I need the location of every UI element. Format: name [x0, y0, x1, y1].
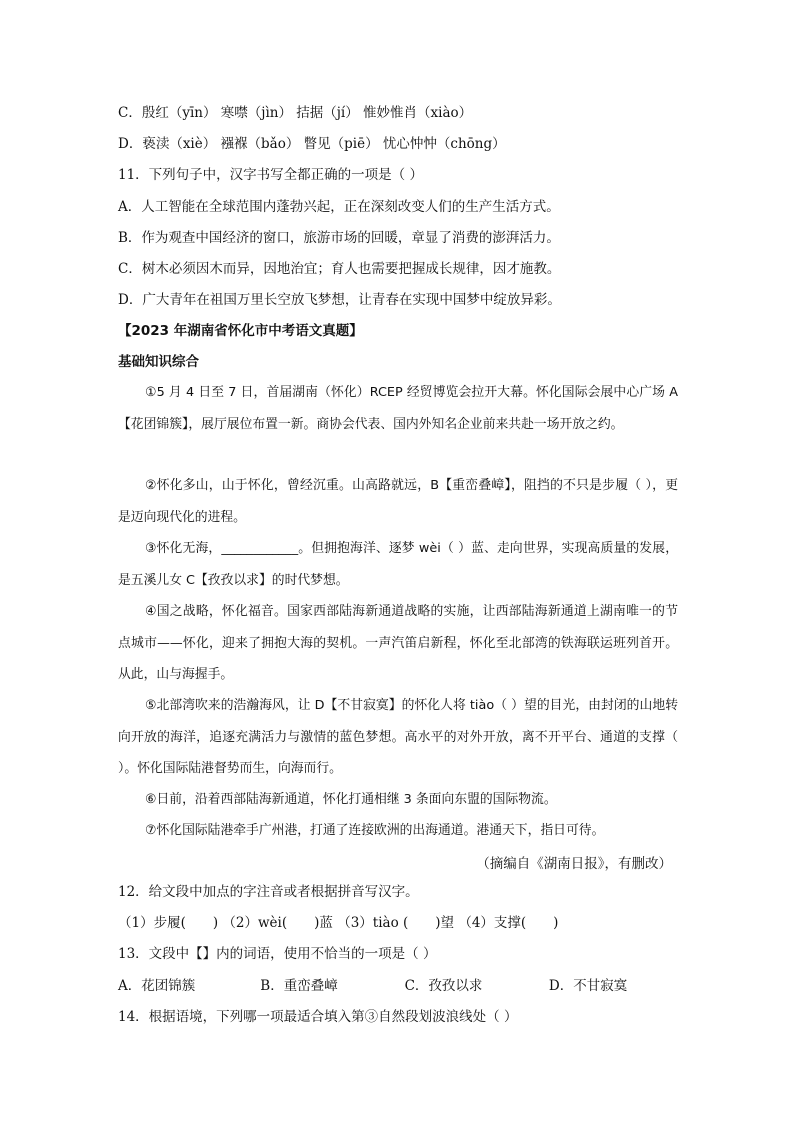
q13-option-c: C．孜孜以求: [404, 978, 483, 994]
subsection-title: 基础知识综合: [118, 354, 199, 370]
q11-option-c: C．树木必须因木而异，因地治宜；育人也需要把握成长规律，因才施教。: [118, 261, 561, 277]
q13-option-d: D．不甘寂寞: [548, 978, 628, 994]
passage-paragraph-4: ④国之战略，怀化福音。国家西部陆海新通道战略的实施，让西部陆海新通道上湖南唯一的节点城市——怀化，迎来了拥抱大海的契机。一声汽笛启新程，怀化至北部湾的铁海联运班列首开。从此，山与海握手。: [118, 604, 678, 682]
passage-source: （摘编自《湖南日报》，有删改）: [476, 856, 672, 872]
q13-options: [118, 977, 676, 995]
q12-items: （1）步履( ) （2）wèi( )蓝 （3）tiào ( )望 （4）支撑( ): [118, 915, 559, 931]
passage-paragraph-3: ③怀化无海，____________。但拥抱海洋、逐梦 wèi（ ）蓝、走向世界，实现高质量的发展，是五溪儿女 C【孜孜以求】的时代梦想。: [118, 541, 678, 588]
q13-option-b: B．重峦叠嶂: [260, 978, 338, 994]
passage-paragraph-2: ②怀化多山，山于怀化，曾经沉重。山高路就远，B【重峦叠嶂】，阻挡的不只是步履（ ），更是迈向现代化的进程。: [118, 478, 678, 525]
q13-stem: 13．文段中【】内的词语，使用不恰当的一项是（ ）: [118, 946, 437, 962]
section-title: 【2023 年湖南省怀化市中考语文真题】: [118, 323, 363, 339]
q10-option-c: C．殷红（yīn） 寒噤（jìn） 拮据（jí） 惟妙惟肖（xiào）: [118, 105, 473, 121]
q11-option-b: B．作为观查中国经济的窗口，旅游市场的回暖，章显了消费的澎湃活力。: [118, 230, 560, 246]
q11-stem: 11．下列句子中，汉字书写全都正确的一项是（ ）: [118, 167, 423, 183]
q10-option-d: D．亵渎（xiè） 襁褓（bǎo） 瞥见（piē） 忧心忡忡（chōng）: [118, 136, 506, 152]
passage-paragraph-1: ①5 月 4 日至 7 日，首届湖南（怀化）RCEP 经贸博览会拉开大幕。怀化国际会展中心广场 A【花团锦簇】，展厅展位布置一新。商协会代表、国内外知名企业前来共赴一场开放之约。: [118, 385, 678, 432]
passage-paragraph-6: ⑥日前，沿着西部陆海新通道，怀化打通相继 3 条面向东盟的国际物流。: [145, 792, 557, 807]
q13-option-a: A．花团锦簇: [118, 978, 196, 994]
q14-stem: 14．根据语境，下列哪一项最适合填入第③自然段划波浪线处（ ）: [118, 1009, 518, 1025]
passage-paragraph-7: ⑦怀化国际陆港牵手广州港，打通了连接欧洲的出海通道。港通天下，指日可待。: [145, 823, 605, 838]
passage-paragraph-5: ⑤北部湾吹来的浩瀚海风，让 D【不甘寂寞】的怀化人将 tiào（ ）望的目光，由封闭的山地转向开放的海洋，追逐充满活力与激情的蓝色梦想。高水平的对外开放，离不开平台、通道的支撑（ ）。怀化国际陆港督势而生，向海而行。: [118, 698, 678, 776]
q12-stem: 12．给文段中加点的字注音或者根据拼音写汉字。: [118, 884, 419, 900]
q11-option-a: A．人工智能在全球范围内蓬勃兴起，正在深刻改变人们的生产生活方式。: [118, 199, 560, 215]
q11-option-d: D．广大青年在祖国万里长空放飞梦想，让青春在实现中国梦中绽放异彩。: [118, 292, 561, 308]
